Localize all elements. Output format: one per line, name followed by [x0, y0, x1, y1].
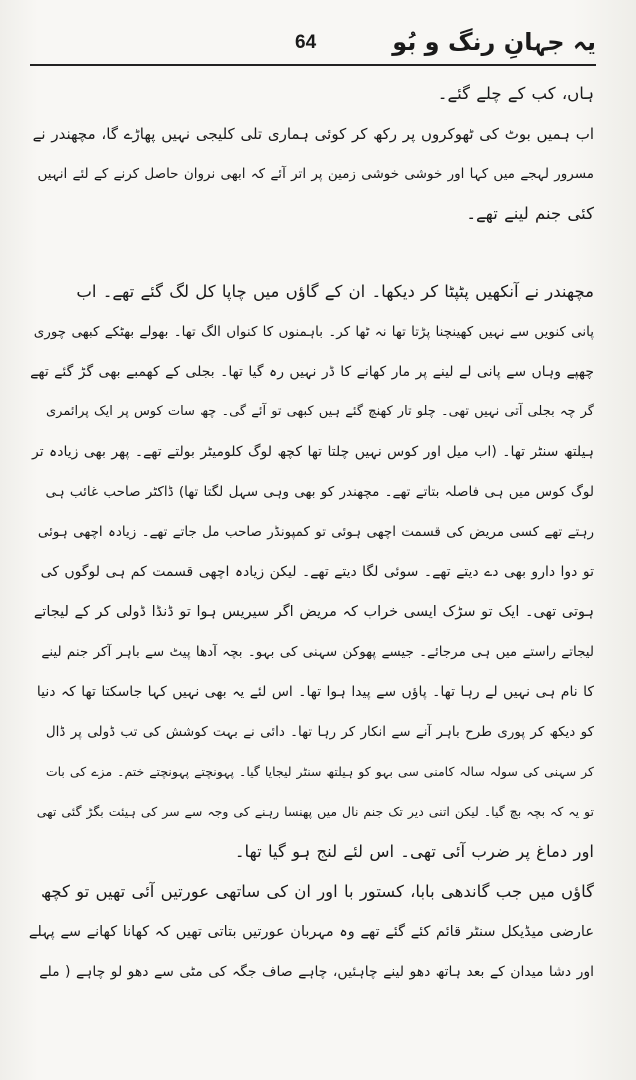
text-line: عارضی میڈیکل سنٹر قائم کئے گئے تھے وہ مہربان عورتیں بتاتی تھیں کہ کھانا کھانے سے پہلے — [28, 924, 594, 940]
page-number: 64 — [295, 32, 317, 53]
text-line: گر چہ بجلی آتی نہیں تھی۔ چلو تار کھنچ گئے ہیں کبھی تو آئے گی۔ چھ سات کوس پر ایک پرائمری — [46, 404, 594, 419]
text-line: اور دماغ پر ضرب آئی تھی۔ اس لئے لنج ہو گیا تھا۔ — [234, 842, 594, 861]
text-line: ہیلتھ سنٹر تھا۔ (اب میل اور کوس نہیں چلتا تھا کچھ لوگ کلومیٹر بولتے تھے۔ پھر بھی زیادہ تر — [31, 444, 594, 460]
book-title: یہ جہانِ رنگ و بُو — [392, 28, 596, 56]
text-line: اور دشا میدان کے بعد ہاتھ دھو لینے چاہئیں، چاہے صاف جگہ کی مٹی سے دھو لو چاہے ( ملے — [39, 964, 594, 980]
text-line: کئی جنم لینے تھے۔ — [466, 204, 594, 223]
text-line: لوگ کوس میں ہی فاصلہ بتاتے تھے۔ مچھندر کو بھی وہی سہل لگتا تھا) ڈاکٹر صاحب غائب ہی — [45, 484, 594, 500]
paragraph-3 — [28, 872, 594, 992]
text-line: کر سہنی کی سولہ سالہ کامنی سی بہو کو ہیلتھ سنٹر لیجایا گیا۔ پہونچتے پہونچتے ختم۔ مزے کی بات — [45, 764, 594, 779]
paragraph-1 — [28, 74, 594, 234]
text-line: مچھندر نے آنکھیں پٹپٹا کر دیکھا۔ ان کے گاؤں میں چاپا کل لگ گئے تھے۔ اب — [76, 282, 594, 301]
text-line: رہتے تھے کسی مریض کی قسمت اچھی ہوئی تو کمپونڈر صاحب مل جاتے تھے۔ زیادہ اچھی ہوئی — [37, 524, 594, 540]
text-line: لیجاتے راستے میں ہی مرجائے۔ جیسے پھوکن سہنی کی بہو۔ بچہ آدھا پیٹ سے باہر آکر جنم لینے — [41, 644, 594, 660]
text-line: گاؤں میں جب گاندھی بابا، کستور با اور ان کی ساتھی عورتیں آئی تھیں تو کچھ — [40, 882, 594, 901]
text-line: پانی کنویں سے نہیں کھینچنا پڑتا تھا نہ ٹھا کر۔ باہمنوں کا کنواں الگ تھا۔ بھولے بھٹکے کبھی چوری — [33, 324, 594, 340]
page-header — [30, 28, 596, 68]
text-line: چھپے وہاں سے پانی لے لینے پر مار کھانے کا ڈر نہیں رہ گیا تھا۔ بجلی کے کھمبے بھی گڑ گئے تھے — [30, 364, 594, 380]
text-line: کو دیکھ کر پوری طرح باہر آنے سے انکار کر رہا تھا۔ دائی نے بہت کوشش کی تب ڈولی پر ڈال — [45, 724, 594, 740]
text-line: ہوتی تھی۔ ایک تو سڑک ایسی خراب کہ مریض اگر سیریس ہوا تو ڈنڈا ڈولی کر کے لیجاتے — [33, 604, 594, 620]
text-line: کا نام ہی نہیں لے رہا تھا۔ پاؤں سے پیدا ہوا تھا۔ اس لئے یہ بھی نہیں کہا جاسکتا تھا کہ دنیا — [36, 684, 594, 700]
header-rule — [30, 64, 596, 66]
text-line: ہاں، کب کے چلے گئے۔ — [437, 84, 594, 103]
text-line: تو یہ کہ بچہ بچ گیا۔ لیکن اتنی دیر تک جنم نال میں پھنسا رہنے کی وجہ سے سر کی ہیئت بگڑ گئی تھی — [36, 804, 594, 819]
text-line: تو دوا دارو بھی دے دیتے تھے۔ سوئی لگا دیتے تھے۔ لیکن زیادہ اچھی قسمت کم ہی لوگوں کی — [40, 564, 594, 580]
text-line: اب ہمیں بوٹ کی ٹھوکروں پر رکھ کر کوئی ہماری تلی کلیجی نہیں پھاڑے گا، مچھندر نے — [32, 125, 594, 143]
paragraph-2 — [28, 272, 594, 872]
text-line: مسرور لہجے میں کہا اور خوشی خوشی زمین پر اتر آئے کہ ابھی نروان حاصل کرنے کے لئے انہیں — [37, 166, 594, 182]
